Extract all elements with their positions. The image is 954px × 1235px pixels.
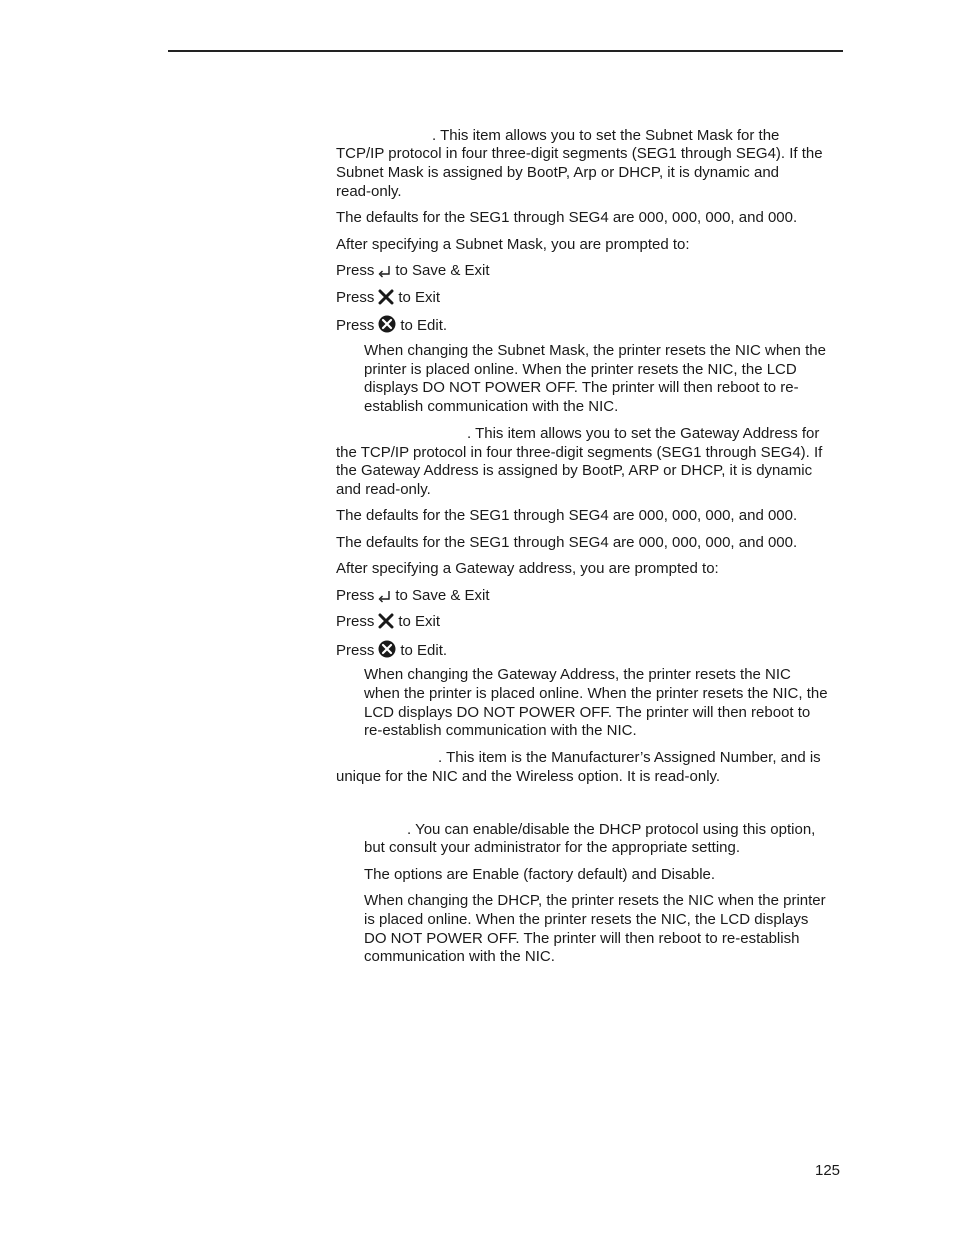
prompt-press-label: Press [336,587,375,604]
dhcp-note-line-2: is placed online. When the printer resets the NIC, the LCD displays [364,911,809,928]
subnet-intro-line-4: read-only. [336,183,402,200]
dhcp-intro-line-1: . You can enable/disable the DHCP protocol using this option, [407,821,816,838]
dhcp-options: The options are Enable (factory default) and Disable. [364,866,716,883]
prompt-save-label: to Save & Exit [395,262,490,279]
dhcp-note-line-3: DO NOT POWER OFF. The printer will then reboot to re-establish [364,930,800,947]
gateway-intro-line-4: and read-only. [336,481,431,498]
mac-intro-line-2: unique for the NIC and the Wireless option. It is read-only. [336,768,721,785]
prompt-press-label: Press [336,642,375,659]
enter-key-icon [378,264,391,283]
gateway-prompt-edit [336,640,447,663]
subnet-intro-line-1: . This item allows you to set the Subnet Mask for the [432,127,780,144]
subnet-intro-line-3: Subnet Mask is assigned by BootP, Arp or DHCP, it is dynamic and [336,164,780,181]
subnet-prompt-edit [336,315,447,338]
edit-circle-x-icon [378,315,396,338]
cancel-x-icon [378,613,394,634]
gateway-note-line-2: when the printer is placed online. When the printer resets the NIC, the [364,685,828,702]
gateway-intro-line-2: the TCP/IP protocol in four three-digit segments (SEG1 through SEG4). If [336,444,823,461]
mac-intro-line-1: . This item is the Manufacturer’s Assigned Number, and is [438,749,821,766]
gateway-prompt-exit [336,613,440,634]
prompt-edit-label: to Edit. [400,317,448,334]
prompt-exit-label: to Exit [398,289,441,306]
header-rule [168,50,843,52]
subnet-prompt-save [336,262,490,283]
edit-circle-x-icon [378,640,396,663]
page-number: 125 [815,1162,841,1179]
gateway-defaults-1: The defaults for the SEG1 through SEG4 are 000, 000, 000, and 000. [336,507,798,524]
subnet-after-text: After specifying a Subnet Mask, you are prompted to: [336,236,690,253]
prompt-exit-label: to Exit [398,613,441,630]
subnet-note-line-4: establish communication with the NIC. [364,398,619,415]
dhcp-intro-line-2: but consult your administrator for the appropriate setting. [364,839,741,856]
subnet-prompt-exit [336,289,440,310]
prompt-press-label: Press [336,262,375,279]
prompt-save-label: to Save & Exit [395,587,490,604]
prompt-edit-label: to Edit. [400,642,448,659]
gateway-note-line-3: LCD displays DO NOT POWER OFF. The printer will then reboot to [364,704,811,721]
subnet-note-line-2: printer is placed online. When the printer resets the NIC, the LCD [364,361,797,378]
gateway-defaults-2: The defaults for the SEG1 through SEG4 are 000, 000, 000, and 000. [336,534,798,551]
gateway-intro-line-3: the Gateway Address is assigned by BootP, ARP or DHCP, it is dynamic [336,462,813,479]
prompt-press-label: Press [336,613,375,630]
subnet-note-line-3: displays DO NOT POWER OFF. The printer will then reboot to re- [364,379,799,396]
gateway-prompt-save [336,587,490,608]
subnet-note-line-1: When changing the Subnet Mask, the printer resets the NIC when the [364,342,826,359]
cancel-x-icon [378,289,394,310]
enter-key-icon [378,589,391,608]
gateway-after-text: After specifying a Gateway address, you are prompted to: [336,560,719,577]
prompt-press-label: Press [336,289,375,306]
gateway-intro-line-1: . This item allows you to set the Gateway Address for [467,425,820,442]
gateway-note-line-1: When changing the Gateway Address, the printer resets the NIC [364,666,791,683]
subnet-intro-line-2: TCP/IP protocol in four three-digit segments (SEG1 through SEG4). If the [336,145,823,162]
dhcp-note-line-4: communication with the NIC. [364,948,555,965]
subnet-defaults: The defaults for the SEG1 through SEG4 are 000, 000, 000, and 000. [336,209,798,226]
prompt-press-label: Press [336,317,375,334]
dhcp-note-line-1: When changing the DHCP, the printer resets the NIC when the printer [364,892,826,909]
gateway-note-line-4: re-establish communication with the NIC. [364,722,637,739]
